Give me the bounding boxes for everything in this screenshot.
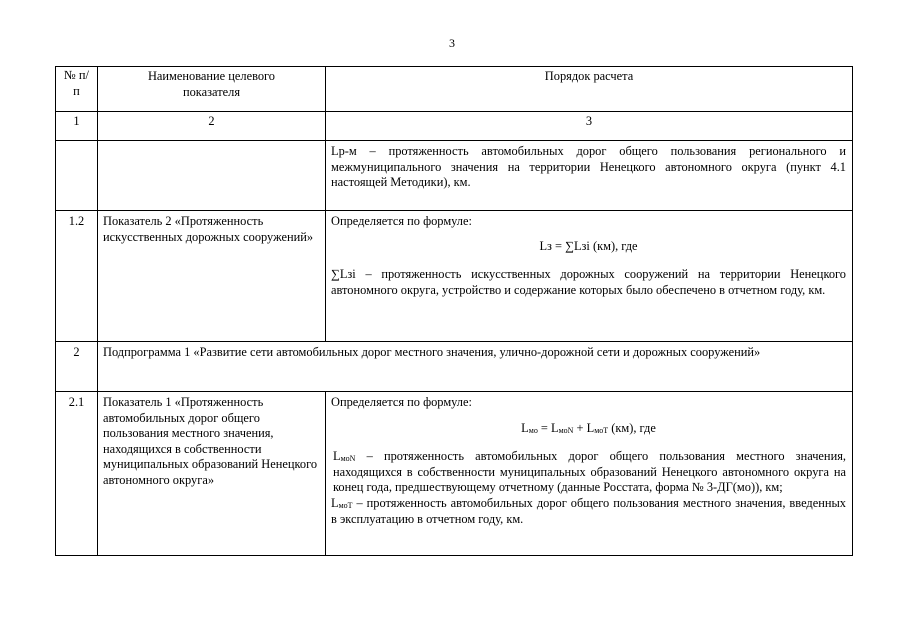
formula-intro: Определяется по формуле:	[331, 395, 472, 409]
definition-subscript: моТ	[338, 500, 353, 510]
formula-intro: Определяется по формуле:	[331, 214, 472, 228]
column-numbering-row	[56, 112, 853, 141]
header-indicator-label: Наименование целевого показателя	[147, 69, 276, 99]
table-row	[56, 141, 853, 211]
formula	[331, 421, 846, 437]
subprogram-title	[98, 342, 853, 392]
calc-order	[326, 211, 853, 342]
header-number-label: № п/п	[64, 68, 89, 98]
formula-equals: =	[537, 420, 551, 435]
table-row	[56, 211, 853, 342]
header-calc-label: Порядок расчета	[544, 69, 634, 83]
indicator-name: Показатель 2 «Протяженность искусственных дорожных сооружений»	[98, 211, 326, 342]
formula-symbol: L	[551, 420, 559, 435]
header-calc-order	[326, 67, 853, 112]
definition-body: – протяженность автомобильных дорог общего пользования местного значения, находящихся в собственности муниципальных образований Ненецкого автономного округа на конец года, предшествующему отчетному (данные Росстата, форма № 3-ДГ(мо)), км;	[333, 449, 846, 495]
calculation-table	[55, 66, 853, 556]
formula: Lз = ∑Lзi (км), где	[539, 238, 638, 253]
header-indicator-name	[98, 67, 326, 112]
row-number	[56, 141, 98, 211]
definition-text: Lр-м – протяженность автомобильных дорог общего пользования регионального и межмуниципального значения на территории Ненецкого автономного округа (пункт 4.1 настоящей Методики), км.	[331, 144, 846, 190]
calc-order	[326, 141, 853, 211]
row-number: 1.2	[56, 211, 98, 342]
formula-tail: (км), где	[608, 420, 656, 435]
column-number-3: 3	[326, 112, 853, 141]
column-number-2: 2	[98, 112, 326, 141]
subprogram-text: Подпрограмма 1 «Развитие сети автомобильных дорог местного значения, улично-дорожной сети и дорожных сооружений»	[103, 345, 761, 359]
definition-symbol: L	[333, 449, 341, 464]
definition-body: – протяженность автомобильных дорог общего пользования местного значения, введенных в эксплуатацию в отчетном году, км.	[331, 495, 846, 526]
definition-text: ∑Lзi – протяженность искусственных дорожных сооружений на территории Ненецкого автономного округа, устройство и содержание которых было обеспечено в отчетном году, км.	[331, 267, 846, 297]
definition-text	[331, 449, 846, 496]
definition-symbol: L	[331, 495, 339, 510]
table-header-row	[56, 67, 853, 112]
formula-symbol: L	[521, 420, 529, 435]
formula-symbol: L	[586, 420, 595, 435]
header-number	[56, 67, 98, 112]
indicator-name: Показатель 1 «Протяженность автомобильных дорог общего пользования местного значения, находящихся в собственности муниципальных образований Ненецкого автономного округа»	[98, 392, 326, 556]
column-number-1: 1	[56, 112, 98, 141]
formula-plus: +	[573, 420, 587, 435]
definition-text	[331, 496, 846, 527]
indicator-name	[98, 141, 326, 211]
formula-subscript: моТ	[594, 425, 609, 435]
row-number: 2.1	[56, 392, 98, 556]
row-number: 2	[56, 342, 98, 392]
page-number: 3	[449, 36, 455, 50]
table-row	[56, 392, 853, 556]
table-row	[56, 342, 853, 392]
formula-subscript: моN	[558, 425, 574, 435]
formula-subscript: мо	[528, 425, 538, 435]
definition-subscript: моN	[340, 454, 356, 464]
calc-order	[326, 392, 853, 556]
